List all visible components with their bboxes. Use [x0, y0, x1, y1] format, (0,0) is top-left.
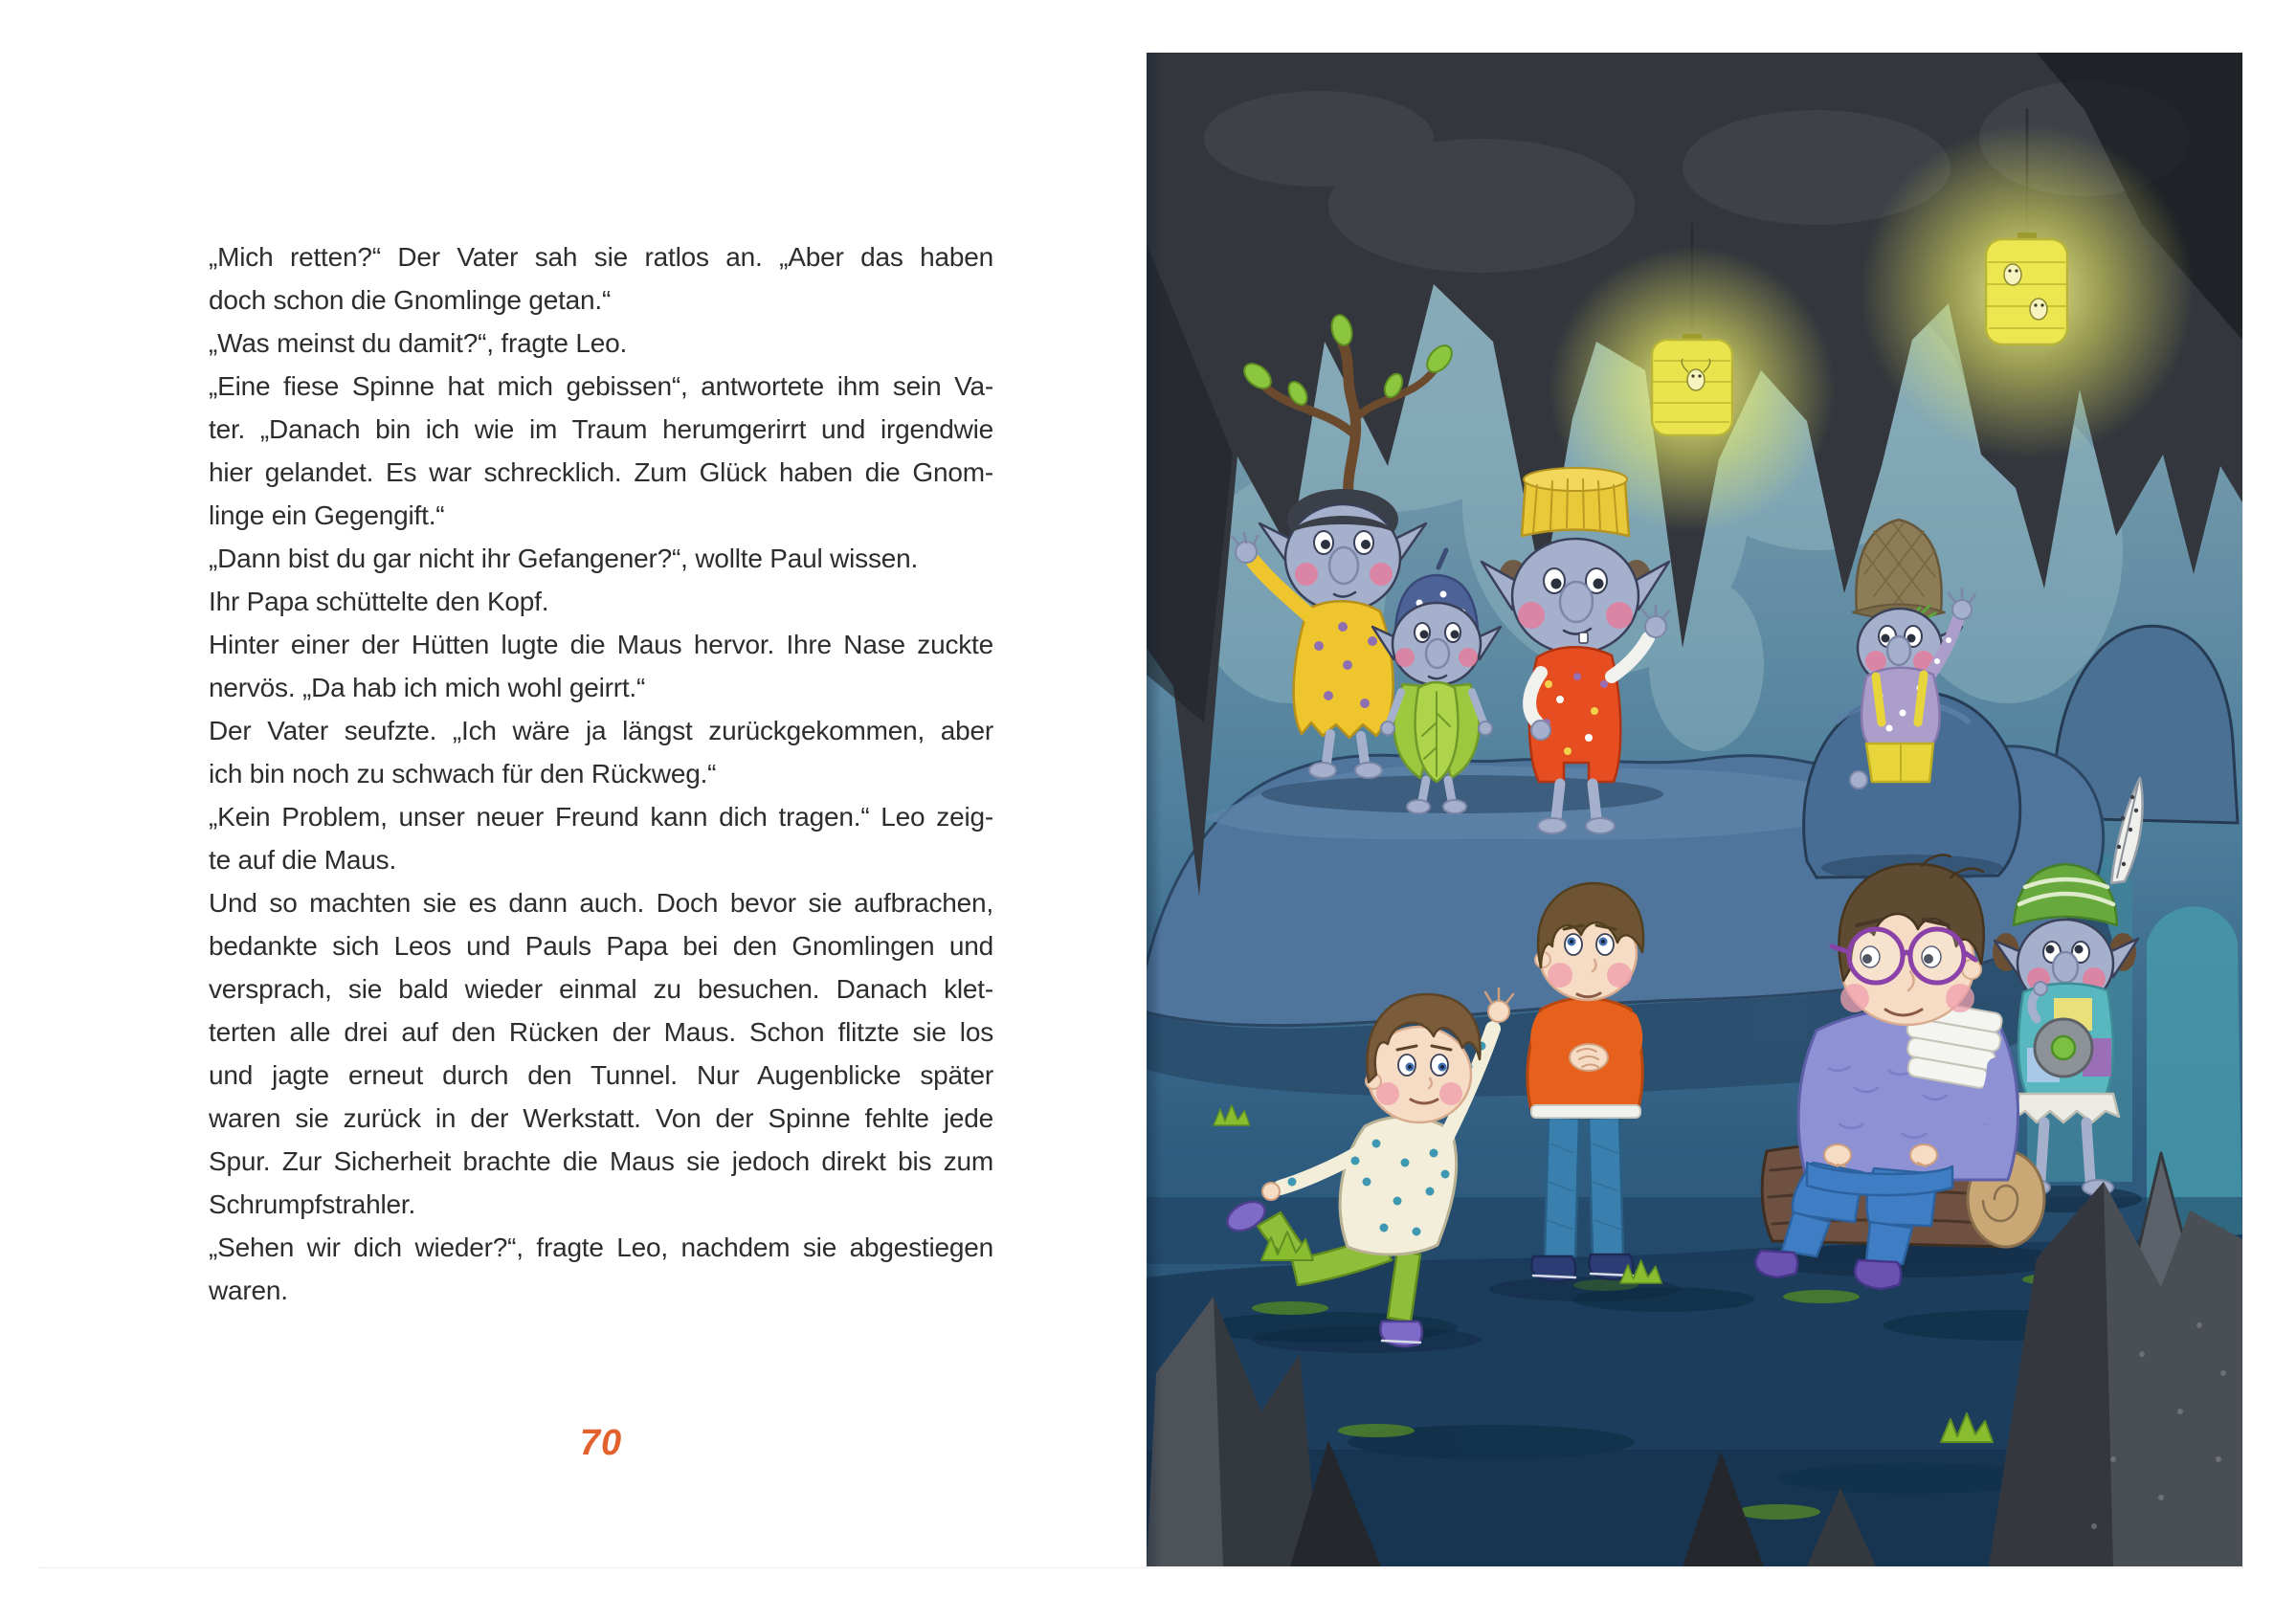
text-line: „Sehen wir dich wieder?“, fragte Leo, nachdem sie abgestiegen	[209, 1232, 993, 1262]
text-line: linge ein Gegengift.“	[209, 500, 445, 530]
illustration	[1147, 53, 2242, 1566]
cave-scene	[1147, 53, 2242, 1566]
firefly-lantern-left	[1652, 334, 1732, 435]
text-line: Spur. Zur Sicherheit brachte die Maus sie jedoch direkt bis zum	[209, 1146, 993, 1176]
firefly-lantern-right	[1986, 233, 2067, 344]
page-number: 70	[579, 1423, 623, 1463]
text-line: „Was meinst du damit?“, fragte Leo.	[209, 328, 628, 358]
text-line: und jagte erneut durch den Tunnel. Nur Augenblicke später	[209, 1060, 993, 1090]
left-page	[38, 53, 1146, 1566]
story-text	[209, 235, 993, 1312]
text-line: Schrumpfstrahler.	[209, 1189, 416, 1219]
text-line: Ihr Papa schüttelte den Kopf.	[209, 587, 549, 616]
text-line: bedankte sich Leos und Pauls Papa bei den Gnomlingen und	[209, 931, 993, 961]
text-line: „Mich retten?“ Der Vater sah sie ratlos an. „Aber das haben	[209, 242, 993, 272]
text-line: waren sie zurück in der Werkstatt. Von der Spinne fehlte jede	[209, 1103, 993, 1133]
text-line: hier gelandet. Es war schrecklich. Zum Glück haben die Gnom-	[209, 457, 993, 487]
text-line: Hinter einer der Hütten lugte die Maus hervor. Ihre Nase zuckte	[209, 630, 993, 659]
text-line: „Kein Problem, unser neuer Freund kann dich tragen.“ Leo zeig-	[209, 802, 993, 832]
text-line: nervös. „Da hab ich mich wohl geirrt.“	[209, 673, 646, 702]
text-line: ter. „Danach bin ich wie im Traum herumgerirrt und irgendwie	[209, 414, 993, 444]
text-line: „Dann bist du gar nicht ihr Gefangener?“, wollte Paul wissen.	[209, 544, 919, 573]
text-line: Der Vater seufzte. „Ich wäre ja längst zurückgekommen, aber	[209, 716, 993, 745]
text-line: waren.	[209, 1276, 288, 1305]
text-line: versprach, sie bald wieder einmal zu besuchen. Danach klet-	[209, 974, 993, 1004]
text-line: „Eine fiese Spinne hat mich gebissen“, antwortete ihm sein Va-	[209, 371, 993, 401]
text-line: doch schon die Gnomlinge getan.“	[209, 285, 612, 315]
text-line: ich bin noch zu schwach für den Rückweg.“	[209, 759, 717, 788]
text-line: terten alle drei auf den Rücken der Maus. Schon flitzte sie los	[209, 1017, 993, 1047]
page-gutter-shadow	[1147, 53, 1162, 1566]
text-line: Und so machten sie es dann auch. Doch bevor sie aufbrachen,	[209, 888, 993, 918]
text-line: te auf die Maus.	[209, 845, 397, 875]
